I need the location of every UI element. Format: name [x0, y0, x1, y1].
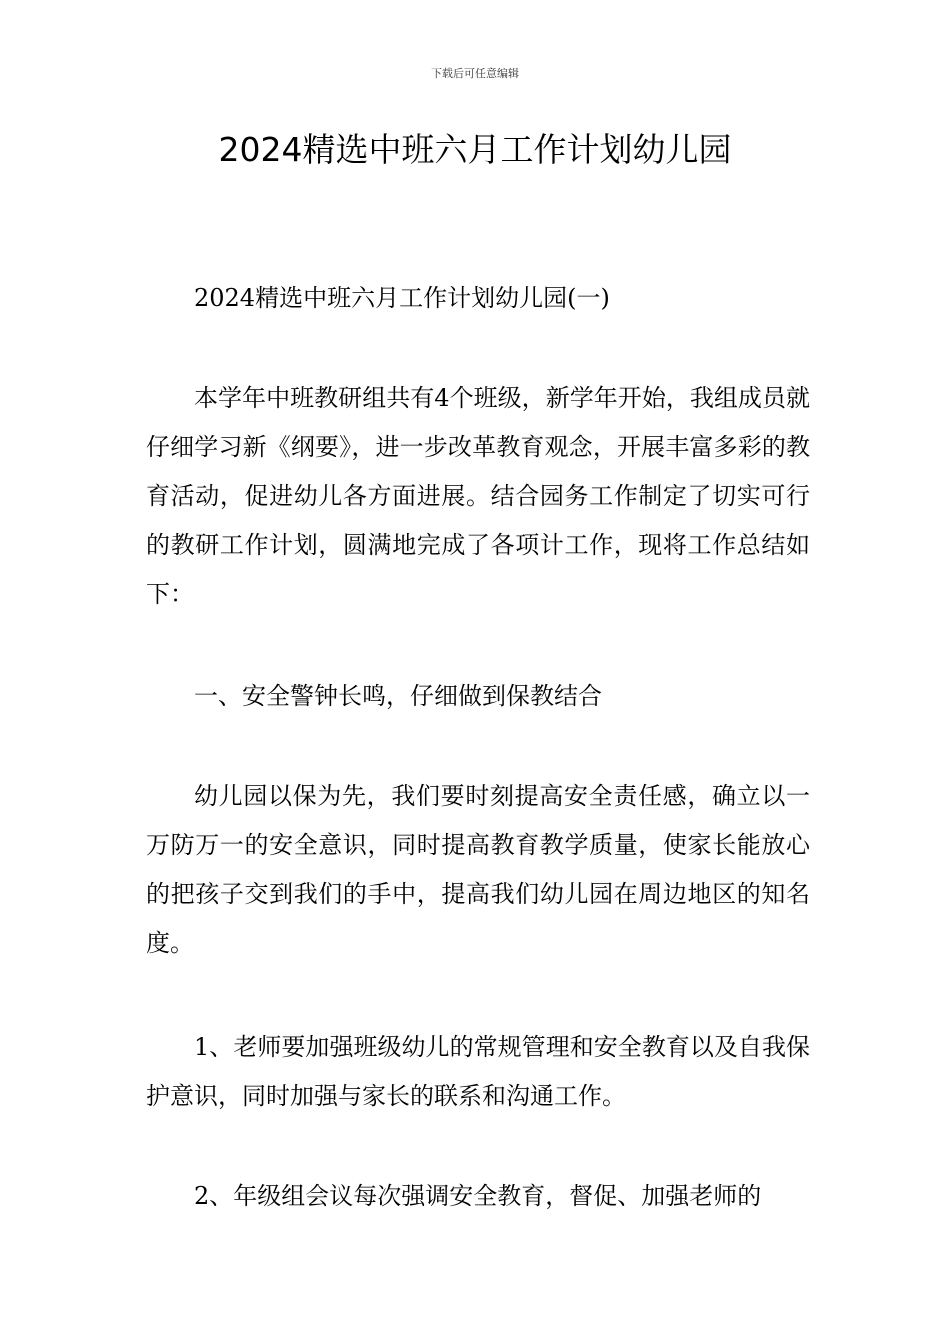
document-title: 2024精选中班六月工作计划幼儿园 — [218, 130, 732, 169]
list-item-1: 1、老师要加强班级幼儿的常规管理和安全教育以及自我保护意识，同时加强与家长的联系和沟通工作。 — [146, 1033, 810, 1110]
list-item-2: 2、年级组会议每次强调安全教育，督促、加强老师的 — [194, 1182, 762, 1210]
intro-paragraph: 本学年中班教研组共有4个班级，新学年开始，我组成员就仔细学习新《纲要》，进一步改革教育观念，开展丰富多彩的教育活动，促进幼儿各方面进展。结合园务工作制定了切实可行的教研工作计划，圆满地完成了各项计工作，现将工作总结如下： — [146, 384, 810, 608]
section-subtitle: 2024精选中班六月工作计划幼儿园(一) — [194, 284, 610, 312]
header-note: 下载后可任意编辑 — [431, 67, 519, 80]
safety-paragraph: 幼儿园以保为先，我们要时刻提高安全责任感，确立以一万防万一的安全意识，同时提高教育教学质量，使家长能放心的把孩子交到我们的手中，提高我们幼儿园在周边地区的知名度。 — [146, 782, 810, 957]
section-heading-safety: 一、安全警钟长鸣，仔细做到保教结合 — [194, 682, 602, 710]
